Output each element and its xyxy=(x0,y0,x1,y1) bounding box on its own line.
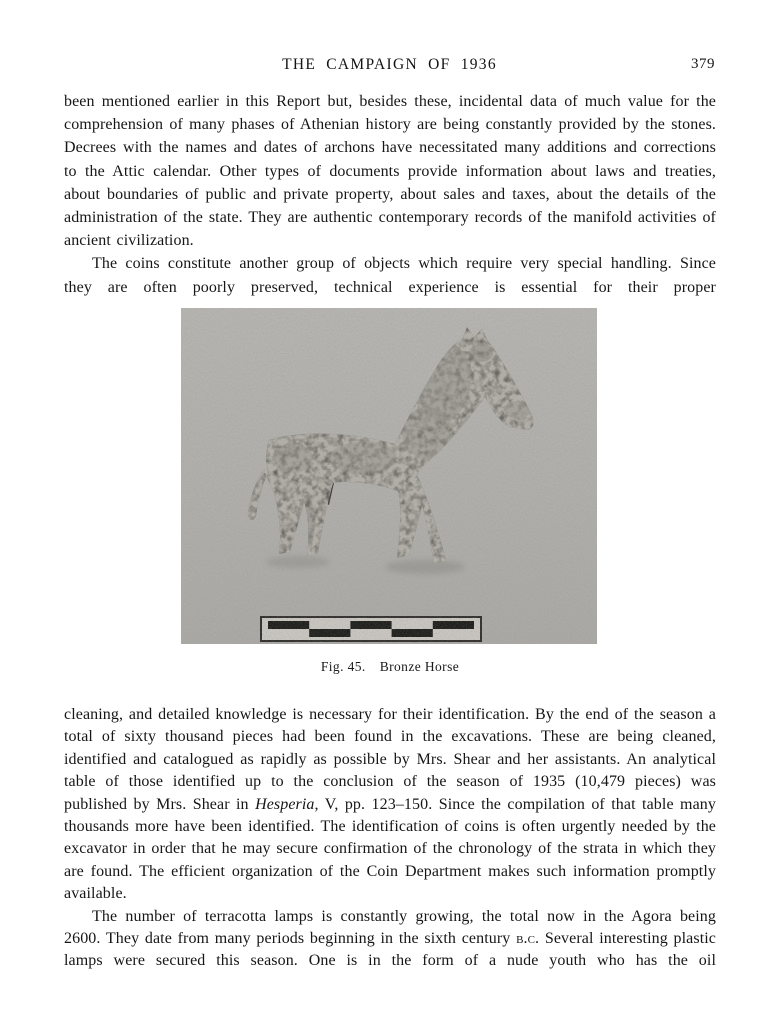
figure-title: Bronze Horse xyxy=(379,659,460,674)
figure-label: Fig. 45. xyxy=(320,659,366,674)
figure-photo xyxy=(181,308,597,644)
page-number: 379 xyxy=(691,56,715,72)
paragraph-4-text: Several interesting plastic lamps were secured this season. One is in the form of a nude youth who has the oil xyxy=(64,930,716,970)
paragraph-3-text: cleaning, and detailed knowledge is necessary for their identification. By the end of the season a total of sixty thousand pieces had been found in the excavations. These are being cleaned, identified and catalogued as rapidly as possible by Mrs. Shear and her assistants. An analytical table of those identified up to the conclusion of the season of 1935 (10,479 pieces) was published by Mrs. Shear in xyxy=(64,706,716,813)
upper-text-block xyxy=(64,90,716,299)
paragraph-3-text: , V, pp. 123–150. Since the compilation of that table many thousands more have been identified. The identification of coins is often urgently needed by the excavator in order that he may secure confirmation of the chronology of the strata in which they are found. The efficient organization of the Coin Department makes such information promptly available. xyxy=(64,795,716,903)
figure-caption xyxy=(64,659,716,675)
journal-name-italic: Hesperia xyxy=(255,795,315,813)
paragraph-2: The coins constitute another group of objects which require very special handling. Since they are often poorly preserved, technical experience is essential for their proper xyxy=(64,255,716,296)
paragraph-3 xyxy=(64,704,716,906)
lower-text-block xyxy=(64,704,716,973)
paragraph-1: been mentioned earlier in this Report but, besides these, incidental data of much value for the comprehension of many phases of Athenian history are being constantly provided by the stones. Decrees with the names and dates of archons have necessitated many additions and corrections to the Attic calendar. Other types of documents provide information about laws and treaties, about boundaries of public and private property, about sales and taxes, about the details of the administration of the state. They are authentic contemporary records of the manifold activities of ancient civilization. xyxy=(64,93,716,250)
running-title: THE CAMPAIGN OF 1936 xyxy=(282,56,497,73)
paragraph-4 xyxy=(64,906,716,973)
bronze-horse-image xyxy=(181,308,597,644)
running-header xyxy=(64,56,715,76)
bc-smallcaps: b.c. xyxy=(516,930,540,948)
paragraph-4-text: The number of terracotta lamps is constantly growing, the total now in the Agora being 2600. They date from many periods beginning in the sixth century xyxy=(64,907,716,948)
